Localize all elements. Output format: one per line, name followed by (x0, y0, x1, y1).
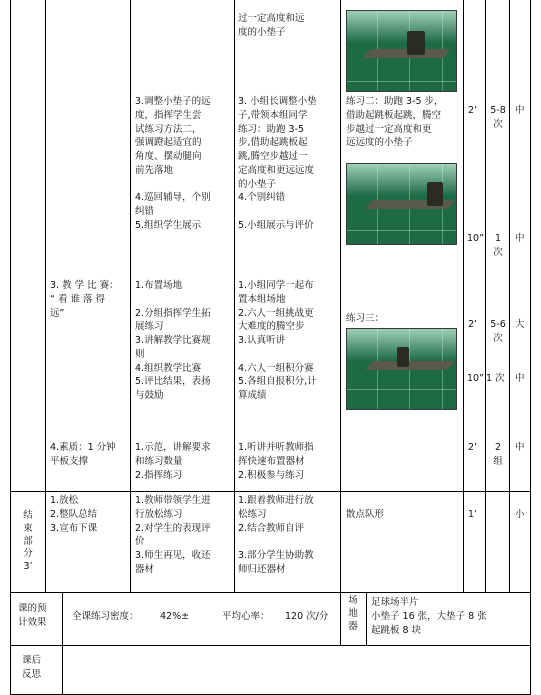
teacher-r2-line: 与鼓励 (135, 390, 164, 402)
student-r1-line: 子,带领本组同学 (238, 109, 308, 121)
section-label-ending (22, 510, 34, 574)
exercise-photo-2 (346, 163, 457, 245)
teacher-r3-line: 2.指挥练习 (135, 469, 183, 481)
student-r1-line: 步,借助起跳板起 (238, 137, 308, 149)
content-plank: 4.素质：1 分钟 平板支撑 (50, 442, 116, 467)
teacher-r4-line: 2.对学生的表现评 (135, 522, 211, 534)
student-r2-line: 大难度的腾空步 (238, 321, 305, 333)
content-ending (50, 494, 97, 535)
times-b: 1 次 (493, 233, 503, 258)
teacher-r4-line: 价 (135, 536, 145, 548)
teacher-r1-line: 纠错 (135, 206, 155, 218)
footer-divider-venue-label (366, 592, 367, 645)
density-label: 全课练习密度： (72, 611, 139, 622)
student-r1-line: 定高度和更远远度 (238, 164, 315, 176)
exercise-2-line: 步越过一定高度和更 (346, 123, 432, 135)
content-r4-line: 2.整队总结 (50, 508, 98, 520)
student-r1-line: 跳,腾空步越过一 (238, 151, 308, 163)
exercise-2-line: 远远度的小垫子 (346, 137, 413, 149)
student-r1-line: 4.个别纠错 (238, 192, 286, 204)
time-e: 2’ (468, 442, 478, 453)
exercise-3-label: 练习三： (346, 313, 385, 324)
venue-label: 场 地 器 (348, 595, 358, 632)
footer-divider-label (62, 592, 63, 695)
times-e: 2 组 (493, 442, 503, 467)
border-left (10, 0, 11, 695)
teacher-r1-line: 4.巡回辅导，个别 (135, 192, 211, 204)
student-r1-line: 的小垫子 (238, 178, 277, 190)
student-r1-line (238, 205, 317, 219)
exercise-photo-1 (346, 10, 457, 92)
col-divider-4 (340, 0, 341, 592)
col-divider-7 (509, 0, 510, 592)
student-r3-line: 2.积极参与练习 (238, 469, 305, 481)
effect-label: 课的预 计效果 (18, 603, 47, 628)
teacher-r4-line: 行放松练习 (135, 508, 183, 520)
col-divider-6 (485, 0, 486, 592)
content-r4-line: 3.宣布下课 (50, 522, 98, 534)
teacher-r1-line (135, 178, 211, 192)
time-d: 10” (467, 373, 485, 384)
student-activities-r3 (238, 441, 314, 482)
content-r4-line: 1.放松 (50, 495, 79, 506)
time-f: 1’ (468, 509, 478, 520)
exercise-2-line: 练习二：助跑 3-5 步， (346, 96, 444, 107)
teacher-r3-line: 和练习数量 (135, 455, 183, 467)
student-r4-line: 1.跟着教师进行放 (238, 495, 314, 506)
teacher-r4-line: 器材 (135, 563, 155, 575)
student-r2-line: 1.小组同学一起布 (238, 280, 314, 291)
student-r3-line: 挥快速布置器材 (238, 455, 305, 467)
ending-label-line: 3’ (23, 561, 33, 573)
density-value: 42%± (160, 611, 190, 622)
student-r3-line: 1.听讲并听教师指 (238, 442, 314, 453)
student-r1-line: 练习：助跑 3-5 (238, 123, 305, 135)
times-c: 5-6 次 (490, 319, 506, 344)
teacher-r1-line: 5.组织学生展示 (135, 219, 202, 231)
border-right (530, 0, 531, 695)
teacher-r2-line: 3.讲解教学比赛规 (135, 335, 211, 347)
time-a: 2’ (468, 105, 478, 116)
teacher-r4-line: 1.教师带领学生进 (135, 495, 211, 506)
student-activities-r1 (238, 95, 317, 233)
formation-ending: 散点队形 (346, 509, 385, 520)
intensity-c: 大 (515, 319, 525, 330)
student-r1-line: 5.小组展示与评价 (238, 219, 314, 231)
row-divider-end-section (10, 491, 531, 492)
intensity-e: 中 (515, 442, 525, 453)
teacher-r4-line: 3.师生再见，收还 (135, 550, 211, 562)
teacher-r2-line: 则 (135, 348, 145, 360)
teacher-r3-line: 1.示范，讲解要求 (135, 442, 211, 453)
teacher-activities-r4 (135, 494, 211, 577)
intensity-d: 中 (515, 373, 525, 384)
student-r4-line: 3.部分学生协助教 (238, 550, 314, 562)
teacher-r2-line (135, 293, 211, 307)
heart-rate-value: 120 次/分 (285, 611, 329, 622)
student-r4-line (238, 535, 314, 549)
student-activities-r2 (238, 279, 317, 403)
footer-divider-venue (340, 592, 341, 645)
teacher-r2-line: 5.评比结果，表扬 (135, 376, 211, 388)
time-b: 10” (467, 233, 485, 244)
student-r2-line: 2.六人一组挑战更 (238, 307, 314, 319)
teacher-r2-line: 1.布置场地 (135, 280, 183, 291)
heart-rate-label: 平均心率： (222, 611, 270, 622)
student-r2-line: 算成绩 (238, 390, 267, 402)
teacher-r1-line: 3.调整小垫子的远 (135, 96, 211, 107)
col-divider-3 (234, 0, 235, 592)
row-divider-footer (10, 592, 531, 593)
ending-label-line: 结 (23, 510, 33, 521)
times-a: 5-8 次 (490, 105, 506, 130)
teacher-activities-r3 (135, 441, 211, 482)
student-r2-line: 3.认真听讲 (238, 335, 286, 347)
teacher-r2-line: 展练习 (135, 321, 164, 333)
teacher-r2-line: 2.分组指挥学生拓 (135, 307, 211, 319)
teacher-activities-r1 (135, 95, 211, 233)
teacher-r2-line: 4.组织教学比赛 (135, 362, 202, 374)
student-r2-line: 4.六人一组积分赛 (238, 362, 314, 374)
ending-label-line: 部 (23, 535, 33, 547)
student-text-top: 过一定高度和远 度的小垫子 (238, 13, 305, 38)
col-divider-2 (130, 0, 131, 592)
exercise-photo-3 (346, 328, 457, 410)
intensity-b: 中 (515, 233, 525, 244)
intensity-f: 小 (515, 509, 525, 520)
exercise-2-text (346, 95, 444, 150)
teacher-r1-line: 角度、摆动腿向 (135, 151, 202, 163)
ending-label-line: 分 (23, 548, 33, 560)
intensity-a: 中 (515, 105, 525, 116)
student-r2-line: 置本组场地 (238, 293, 286, 305)
teacher-activities-r2 (135, 279, 211, 403)
teacher-r1-line: 试练习方法二， (135, 123, 202, 135)
student-activities-r4 (238, 494, 314, 577)
student-r4-line: 2.结合教师自评 (238, 522, 305, 534)
student-r1-line: 3. 小组长调整小垫 (238, 96, 317, 107)
time-c: 2’ (468, 319, 478, 330)
content-competition: 3. 教 学 比 赛： “ 看 谁 落 得 远” (50, 280, 119, 319)
col-divider-1 (45, 0, 46, 592)
col-divider-5 (463, 0, 464, 592)
student-r2-line: 5.各组自报积分,计 (238, 376, 317, 388)
teacher-r1-line: 度，指挥学生尝 (135, 109, 202, 121)
student-r4-line: 师归还器材 (238, 563, 286, 575)
student-r2-line (238, 348, 317, 362)
exercise-2-line: 借助起跳板起跳，腾空 (346, 109, 442, 121)
teacher-r1-line: 强调蹬起适宜的 (135, 137, 202, 149)
venue-equipment: 足球场半片 小垫子 16 张，大垫子 8 张 起跳板 8 块 (371, 597, 487, 636)
ending-label-line: 束 (23, 522, 33, 534)
row-divider-reflection (10, 645, 531, 646)
reflection-label: 课后 反思 (22, 655, 42, 680)
teacher-r1-line: 前先落地 (135, 164, 174, 176)
student-r4-line: 松练习 (238, 508, 267, 520)
times-d: 1 次 (486, 373, 505, 384)
